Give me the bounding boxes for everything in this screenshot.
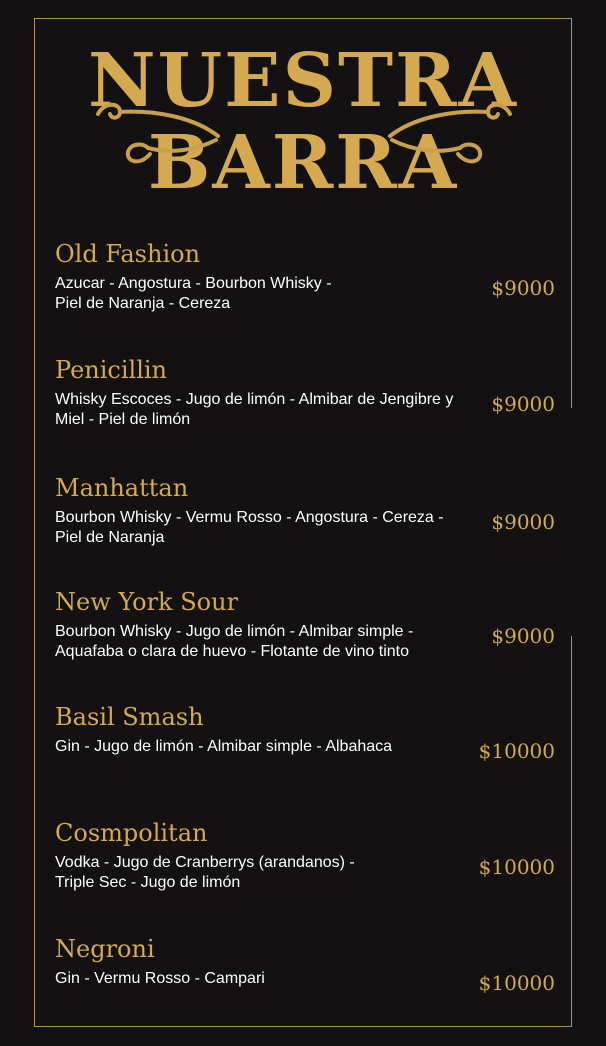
frame-right-lower (571, 636, 572, 1027)
left-flourish-icon (92, 96, 222, 168)
menu-item (55, 240, 555, 314)
item-name: Old Fashion (55, 240, 201, 268)
item-price: $9000 (491, 392, 555, 416)
item-description: Bourbon Whisky - Vermu Rosso - Angostura - Cereza - Piel de Naranja (55, 509, 444, 546)
item-description: Whisky Escoces - Jugo de limón - Almibar de Jengibre y Miel - Piel de limón (55, 391, 454, 428)
menu-item (55, 588, 555, 662)
item-description: Bourbon Whisky - Jugo de limón - Almibar simple - Aquafaba o clara de huevo - Flotante de vino tinto (55, 623, 414, 660)
title-line-2: BARRA (147, 120, 459, 206)
menu-item (55, 703, 555, 763)
right-flourish-icon (386, 96, 516, 168)
item-name: Negroni (55, 935, 155, 963)
item-description: Vodka - Jugo de Cranberrys (arandanos) - Triple Sec - Jugo de limón (55, 854, 355, 891)
item-description: Azucar - Angostura - Bourbon Whisky - Piel de Naranja - Cereza (55, 275, 332, 312)
item-name: Penicillin (55, 356, 168, 384)
item-description: Gin - Vermu Rosso - Campari (55, 970, 265, 987)
frame-top (34, 18, 572, 19)
title-line-1: NUESTRA (88, 38, 518, 124)
menu-item (55, 935, 555, 995)
item-price: $10000 (478, 971, 555, 995)
menu-item (55, 819, 555, 893)
item-name: Cosmpolitan (55, 819, 208, 847)
menu-item (55, 474, 555, 548)
item-name: Basil Smash (55, 703, 204, 731)
frame-bottom (34, 1026, 572, 1027)
item-name: New York Sour (55, 588, 239, 616)
item-price: $9000 (491, 276, 555, 300)
item-price: $9000 (491, 624, 555, 648)
item-name: Manhattan (55, 474, 189, 502)
item-description: Gin - Jugo de limón - Almibar simple - Albahaca (55, 738, 393, 755)
menu-item (55, 356, 555, 430)
item-price: $10000 (478, 855, 555, 879)
item-price: $10000 (478, 739, 555, 763)
item-price: $9000 (491, 510, 555, 534)
